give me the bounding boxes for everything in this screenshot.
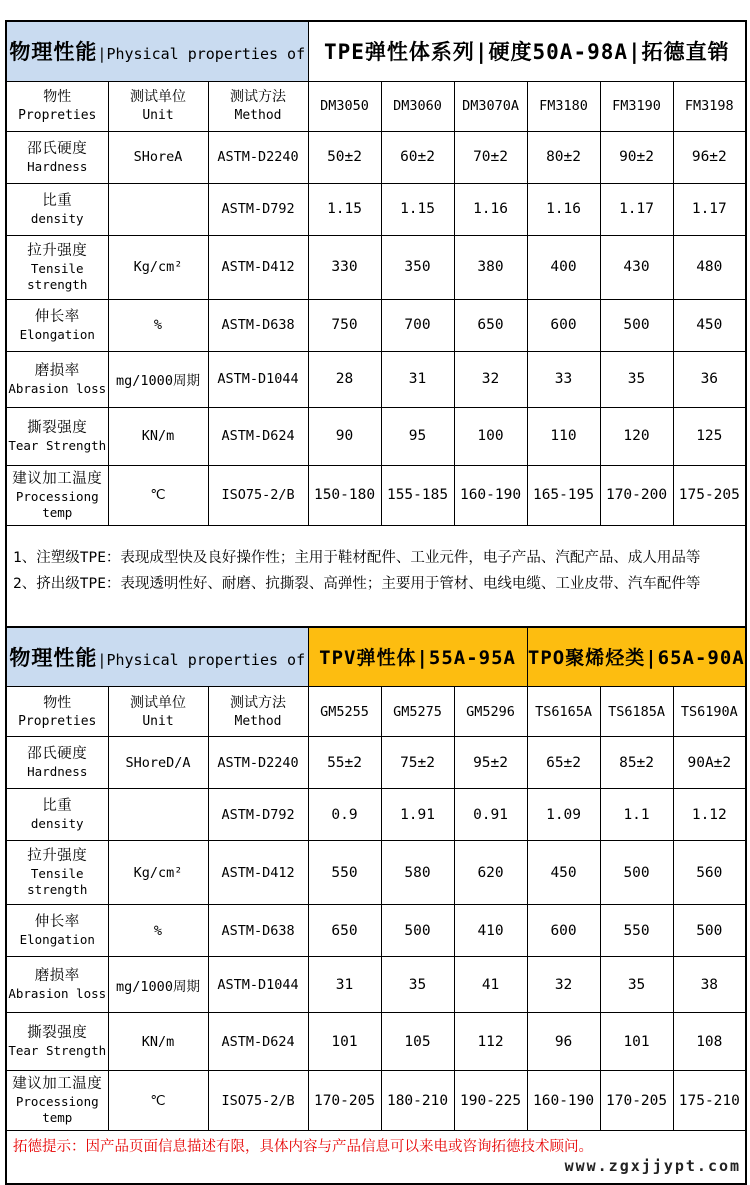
table-row bbox=[6, 299, 746, 351]
value-cell: 50±2 bbox=[308, 131, 381, 183]
value-cell: 1.16 bbox=[527, 183, 600, 235]
title-left-cn: 物理性能 bbox=[9, 646, 97, 670]
unit-cell: Kg/cm² bbox=[108, 841, 208, 905]
value-cell: 60±2 bbox=[381, 131, 454, 183]
property-name-en: Tensile strength bbox=[7, 261, 108, 293]
property-name-cell bbox=[6, 351, 108, 407]
value-cell: 35 bbox=[600, 957, 673, 1013]
unit-header bbox=[108, 687, 208, 737]
product-column-header: FM3198 bbox=[673, 81, 746, 131]
title-left-en: Physical properties of bbox=[106, 45, 305, 63]
value-cell: 28 bbox=[308, 351, 381, 407]
property-header-en: Propreties bbox=[7, 713, 108, 730]
title-separator: | bbox=[97, 651, 106, 669]
title-separator: | bbox=[97, 45, 106, 63]
table2-title-left bbox=[6, 627, 308, 687]
method-cell: ISO75-2/B bbox=[208, 1071, 308, 1131]
method-cell: ASTM-D792 bbox=[208, 789, 308, 841]
value-cell: 600 bbox=[527, 905, 600, 957]
method-cell: ASTM-D412 bbox=[208, 235, 308, 299]
value-cell: 96±2 bbox=[673, 131, 746, 183]
unit-cell bbox=[108, 789, 208, 841]
value-cell: 650 bbox=[454, 299, 527, 351]
note-line-1: 1、注塑级TPE：表现成型快及良好操作性；主用于鞋材配件、工业元件，电子产品、汽配产品、成人用品等 bbox=[13, 545, 739, 571]
property-name-cn: 建议加工温度 bbox=[7, 470, 108, 489]
table1-title-row bbox=[6, 21, 746, 81]
method-cell: ASTM-D2240 bbox=[208, 131, 308, 183]
data-body bbox=[6, 737, 746, 1131]
property-name-cn: 磨损率 bbox=[7, 967, 108, 986]
property-name-en: Elongation bbox=[7, 327, 108, 343]
value-cell: 170-205 bbox=[308, 1071, 381, 1131]
value-cell: 580 bbox=[381, 841, 454, 905]
product-column-header: GM5296 bbox=[454, 687, 527, 737]
product-column-header: GM5255 bbox=[308, 687, 381, 737]
unit-cell: % bbox=[108, 905, 208, 957]
method-cell: ASTM-D638 bbox=[208, 905, 308, 957]
value-cell: 1.1 bbox=[600, 789, 673, 841]
method-header-en: Method bbox=[209, 713, 308, 730]
method-header bbox=[208, 687, 308, 737]
value-cell: 85±2 bbox=[600, 737, 673, 789]
property-name-cell bbox=[6, 407, 108, 465]
value-cell: 330 bbox=[308, 235, 381, 299]
method-header-en: Method bbox=[209, 107, 308, 124]
property-name-cn: 建议加工温度 bbox=[7, 1075, 108, 1094]
method-cell: ASTM-D638 bbox=[208, 299, 308, 351]
data-body bbox=[6, 131, 746, 525]
property-name-en: Hardness bbox=[7, 159, 108, 175]
property-name-cn: 邵氏硬度 bbox=[7, 745, 108, 764]
property-name-cn: 伸长率 bbox=[7, 913, 108, 932]
value-cell: 90±2 bbox=[600, 131, 673, 183]
unit-cell: mg/1000周期 bbox=[108, 351, 208, 407]
unit-cell: Kg/cm² bbox=[108, 235, 208, 299]
value-cell: 430 bbox=[600, 235, 673, 299]
title-left-en: Physical properties of bbox=[106, 651, 305, 669]
property-name-en: Abrasion loss bbox=[7, 986, 108, 1002]
value-cell: 35 bbox=[381, 957, 454, 1013]
value-cell: 350 bbox=[381, 235, 454, 299]
table2-title-tpv: TPV弹性体|55A-95A bbox=[308, 627, 527, 687]
value-cell: 1.15 bbox=[381, 183, 454, 235]
unit-header-cn: 测试单位 bbox=[109, 694, 208, 713]
method-cell: ASTM-D792 bbox=[208, 183, 308, 235]
value-cell: 31 bbox=[381, 351, 454, 407]
value-cell: 650 bbox=[308, 905, 381, 957]
unit-cell: % bbox=[108, 299, 208, 351]
column-header-row bbox=[6, 687, 746, 737]
value-cell: 33 bbox=[527, 351, 600, 407]
table-row bbox=[6, 957, 746, 1013]
value-cell: 1.15 bbox=[308, 183, 381, 235]
table-row bbox=[6, 789, 746, 841]
value-cell: 750 bbox=[308, 299, 381, 351]
unit-cell: SHoreD/A bbox=[108, 737, 208, 789]
property-name-cell bbox=[6, 465, 108, 525]
value-cell: 400 bbox=[527, 235, 600, 299]
value-cell: 1.16 bbox=[454, 183, 527, 235]
value-cell: 150-180 bbox=[308, 465, 381, 525]
value-cell: 95 bbox=[381, 407, 454, 465]
value-cell: 41 bbox=[454, 957, 527, 1013]
property-name-en: Processiong temp bbox=[7, 489, 108, 521]
property-name-cell bbox=[6, 299, 108, 351]
value-cell: 160-190 bbox=[527, 1071, 600, 1131]
property-name-en: Elongation bbox=[7, 932, 108, 948]
table2-title-tpo: TPO聚烯烃类|65A-90A bbox=[527, 627, 746, 687]
value-cell: 380 bbox=[454, 235, 527, 299]
table1-notes-row bbox=[6, 525, 746, 627]
table2-title-row bbox=[6, 627, 746, 687]
watermark-url: www.zgxjjypt.com bbox=[13, 1158, 741, 1174]
table-row bbox=[6, 235, 746, 299]
method-cell: ASTM-D412 bbox=[208, 841, 308, 905]
property-name-en: density bbox=[7, 211, 108, 227]
value-cell: 410 bbox=[454, 905, 527, 957]
value-cell: 110 bbox=[527, 407, 600, 465]
value-cell: 165-195 bbox=[527, 465, 600, 525]
table-row bbox=[6, 131, 746, 183]
value-cell: 700 bbox=[381, 299, 454, 351]
property-name-cn: 伸长率 bbox=[7, 308, 108, 327]
footer-row bbox=[6, 1131, 746, 1185]
property-name-cn: 撕裂强度 bbox=[7, 1024, 108, 1043]
unit-cell: KN/m bbox=[108, 407, 208, 465]
value-cell: 0.91 bbox=[454, 789, 527, 841]
property-name-en: Hardness bbox=[7, 764, 108, 780]
property-name-en: Tear Strength bbox=[7, 438, 108, 454]
unit-cell: SHoreA bbox=[108, 131, 208, 183]
value-cell: 100 bbox=[454, 407, 527, 465]
value-cell: 500 bbox=[600, 841, 673, 905]
value-cell: 96 bbox=[527, 1013, 600, 1071]
property-name-cn: 磨损率 bbox=[7, 362, 108, 381]
value-cell: 1.09 bbox=[527, 789, 600, 841]
property-name-cn: 邵氏硬度 bbox=[7, 140, 108, 159]
method-header bbox=[208, 81, 308, 131]
property-name-cell bbox=[6, 841, 108, 905]
unit-cell: ℃ bbox=[108, 465, 208, 525]
property-name-cell bbox=[6, 957, 108, 1013]
method-cell: ASTM-D2240 bbox=[208, 737, 308, 789]
table1-title-left bbox=[6, 21, 308, 81]
value-cell: 105 bbox=[381, 1013, 454, 1071]
property-name-cell bbox=[6, 905, 108, 957]
table-row bbox=[6, 465, 746, 525]
property-name-cell bbox=[6, 1071, 108, 1131]
method-cell: ISO75-2/B bbox=[208, 465, 308, 525]
table2 bbox=[5, 626, 747, 1185]
property-header-cn: 物性 bbox=[7, 694, 108, 713]
property-name-cn: 拉升强度 bbox=[7, 242, 108, 261]
unit-cell bbox=[108, 183, 208, 235]
value-cell: 112 bbox=[454, 1013, 527, 1071]
property-name-cn: 比重 bbox=[7, 192, 108, 211]
value-cell: 155-185 bbox=[381, 465, 454, 525]
method-cell: ASTM-D624 bbox=[208, 407, 308, 465]
product-column-header: GM5275 bbox=[381, 687, 454, 737]
value-cell: 160-190 bbox=[454, 465, 527, 525]
value-cell: 600 bbox=[527, 299, 600, 351]
value-cell: 32 bbox=[454, 351, 527, 407]
value-cell: 500 bbox=[600, 299, 673, 351]
value-cell: 620 bbox=[454, 841, 527, 905]
property-header-cn: 物性 bbox=[7, 88, 108, 107]
footer-cell bbox=[6, 1131, 746, 1185]
value-cell: 1.12 bbox=[673, 789, 746, 841]
value-cell: 101 bbox=[600, 1013, 673, 1071]
value-cell: 75±2 bbox=[381, 737, 454, 789]
unit-header-en: Unit bbox=[109, 713, 208, 730]
method-header-cn: 测试方法 bbox=[209, 694, 308, 713]
table-row bbox=[6, 905, 746, 957]
value-cell: 65±2 bbox=[527, 737, 600, 789]
vendor-tip-note: 拓德提示：因产品页面信息描述有限，具体内容与产品信息可以来电或咨询拓德技术顾问。 bbox=[13, 1137, 741, 1157]
value-cell: 95±2 bbox=[454, 737, 527, 789]
title-left-cn: 物理性能 bbox=[9, 40, 97, 64]
table-row bbox=[6, 407, 746, 465]
property-header-en: Propreties bbox=[7, 107, 108, 124]
value-cell: 32 bbox=[527, 957, 600, 1013]
value-cell: 560 bbox=[673, 841, 746, 905]
product-column-header: FM3180 bbox=[527, 81, 600, 131]
property-name-en: density bbox=[7, 816, 108, 832]
value-cell: 500 bbox=[673, 905, 746, 957]
property-header bbox=[6, 687, 108, 737]
value-cell: 480 bbox=[673, 235, 746, 299]
value-cell: 170-205 bbox=[600, 1071, 673, 1131]
product-column-header: TS6185A bbox=[600, 687, 673, 737]
method-cell: ASTM-D624 bbox=[208, 1013, 308, 1071]
property-name-cell bbox=[6, 737, 108, 789]
unit-cell: KN/m bbox=[108, 1013, 208, 1071]
unit-header bbox=[108, 81, 208, 131]
table-row bbox=[6, 1013, 746, 1071]
value-cell: 550 bbox=[600, 905, 673, 957]
value-cell: 175-210 bbox=[673, 1071, 746, 1131]
value-cell: 0.9 bbox=[308, 789, 381, 841]
product-column-header: DM3060 bbox=[381, 81, 454, 131]
property-name-en: Tensile strength bbox=[7, 866, 108, 898]
value-cell: 190-225 bbox=[454, 1071, 527, 1131]
product-column-header: DM3070A bbox=[454, 81, 527, 131]
value-cell: 450 bbox=[673, 299, 746, 351]
table-row bbox=[6, 841, 746, 905]
property-header bbox=[6, 81, 108, 131]
property-name-cn: 拉升强度 bbox=[7, 847, 108, 866]
value-cell: 1.17 bbox=[673, 183, 746, 235]
value-cell: 120 bbox=[600, 407, 673, 465]
value-cell: 36 bbox=[673, 351, 746, 407]
method-header-cn: 测试方法 bbox=[209, 88, 308, 107]
property-name-cell bbox=[6, 235, 108, 299]
value-cell: 1.91 bbox=[381, 789, 454, 841]
value-cell: 1.17 bbox=[600, 183, 673, 235]
value-cell: 55±2 bbox=[308, 737, 381, 789]
unit-header-en: Unit bbox=[109, 107, 208, 124]
property-name-cell bbox=[6, 789, 108, 841]
value-cell: 450 bbox=[527, 841, 600, 905]
value-cell: 31 bbox=[308, 957, 381, 1013]
property-name-en: Tear Strength bbox=[7, 1043, 108, 1059]
unit-header-cn: 测试单位 bbox=[109, 88, 208, 107]
value-cell: 70±2 bbox=[454, 131, 527, 183]
column-header-row bbox=[6, 81, 746, 131]
value-cell: 125 bbox=[673, 407, 746, 465]
method-cell: ASTM-D1044 bbox=[208, 957, 308, 1013]
value-cell: 175-205 bbox=[673, 465, 746, 525]
table1-title-main: TPE弹性体系列|硬度50A-98A|拓德直销 bbox=[308, 21, 746, 81]
property-name-en: Abrasion loss bbox=[7, 381, 108, 397]
table-row bbox=[6, 351, 746, 407]
product-column-header: TS6165A bbox=[527, 687, 600, 737]
property-name-cn: 比重 bbox=[7, 797, 108, 816]
value-cell: 101 bbox=[308, 1013, 381, 1071]
table-row bbox=[6, 737, 746, 789]
product-column-header: FM3190 bbox=[600, 81, 673, 131]
property-name-cell bbox=[6, 131, 108, 183]
value-cell: 35 bbox=[600, 351, 673, 407]
value-cell: 38 bbox=[673, 957, 746, 1013]
unit-cell: mg/1000周期 bbox=[108, 957, 208, 1013]
value-cell: 500 bbox=[381, 905, 454, 957]
property-name-cell bbox=[6, 183, 108, 235]
table1 bbox=[5, 20, 747, 628]
method-cell: ASTM-D1044 bbox=[208, 351, 308, 407]
table-row bbox=[6, 183, 746, 235]
table-row bbox=[6, 1071, 746, 1131]
unit-cell: ℃ bbox=[108, 1071, 208, 1131]
value-cell: 550 bbox=[308, 841, 381, 905]
value-cell: 108 bbox=[673, 1013, 746, 1071]
note-line-2: 2、挤出级TPE：表现透明性好、耐磨、抗撕裂、高弹性；主要用于管材、电线电缆、工业皮带、汽车配件等 bbox=[13, 571, 739, 597]
tpe-grade-notes bbox=[6, 525, 746, 627]
product-column-header: DM3050 bbox=[308, 81, 381, 131]
property-name-en: Processiong temp bbox=[7, 1094, 108, 1126]
value-cell: 180-210 bbox=[381, 1071, 454, 1131]
value-cell: 90A±2 bbox=[673, 737, 746, 789]
product-column-header: TS6190A bbox=[673, 687, 746, 737]
property-name-cell bbox=[6, 1013, 108, 1071]
value-cell: 170-200 bbox=[600, 465, 673, 525]
value-cell: 90 bbox=[308, 407, 381, 465]
property-name-cn: 撕裂强度 bbox=[7, 419, 108, 438]
value-cell: 80±2 bbox=[527, 131, 600, 183]
